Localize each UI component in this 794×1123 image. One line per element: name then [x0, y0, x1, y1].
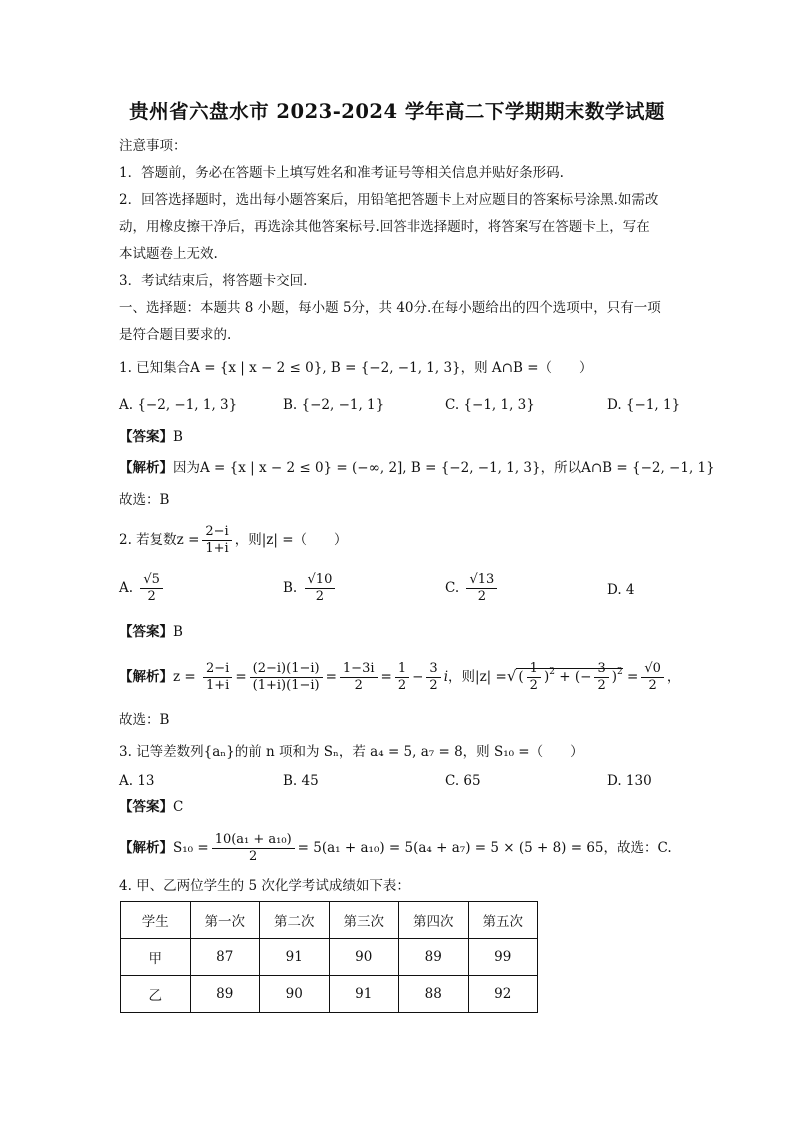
q2-analysis: 【解析】z = $\frac{2-i}{1+i}$ = $\frac{(2-i)(1-i)}{(1+i)(1-i)}$ = $\frac{1-3i}{2}$ = $\frac{1}{2}$ − $\frac{3}{2}$ i，则|z| =√ ( $\frac{1}{2}$ )$^2$ + (− $\frac{3}{2}$ )$^2$ = $\frac{√0}{2}$ ，: [119, 661, 681, 693]
q2-analysis-frac-5: [426, 661, 440, 694]
q1-analysis-result: A∩B = {−2, −1, 1}: [581, 460, 715, 476]
notice-item-3: 3．考试结束后，将答题卡交回.: [119, 273, 308, 289]
q2-analysis-frac-2-den: (1+i)(1−i): [252, 678, 320, 693]
q1-option-d: D. {−1, 1}: [607, 397, 681, 413]
q2-fraction-den: 1+i: [205, 541, 229, 556]
q2-analysis-result-num: √0: [641, 661, 664, 678]
q2-analysis-sq-2-num: 3: [594, 661, 608, 678]
section1-line-1: 一、选择题：本题共 8 小题，每小题 5分，共 40分.在每小题给出的四个选项中，只有一项: [119, 300, 661, 316]
q2-option-a: [119, 572, 166, 605]
table-cell: 89: [399, 939, 469, 976]
table-header-row: [121, 902, 538, 939]
table-header-cell: 第三次: [329, 902, 399, 939]
q1-analysis-mid: ，所以: [540, 460, 582, 476]
table-row: [121, 976, 538, 1013]
table-cell: 91: [260, 939, 330, 976]
q3-option-c: C. 65: [445, 773, 481, 789]
answer-label: 【答案】: [119, 799, 173, 815]
q1-answer-value: B: [173, 429, 183, 445]
q2-option-c-fraction: [466, 572, 497, 605]
q1-answer: [119, 427, 679, 447]
analysis-label: 【解析】: [119, 460, 173, 476]
q4-stem: 4. 甲、乙两位学生的 5 次化学考试成绩如下表：: [119, 878, 410, 894]
q3-analysis-fraction: [212, 832, 295, 865]
q2-analysis-frac-4-den: 2: [397, 678, 407, 693]
q2-z-eq: z =: [176, 532, 200, 548]
notice-item-1: 1．答题前，务必在答题卡上填写姓名和准考证号等相关信息并贴好条形码.: [119, 165, 564, 181]
table-cell: 甲: [121, 939, 191, 976]
q3-analysis-rest: = 5(a₁ + a₁₀) = 5(a₄ + a₇) = 5 × (5 + 8) = 65，故选：C.: [297, 840, 672, 856]
table-cell: 92: [468, 976, 538, 1013]
analysis-label: 【解析】: [119, 840, 173, 856]
q2-analysis-result: [641, 661, 664, 694]
table-header-cell: 第五次: [468, 902, 538, 939]
q2-analysis-result-den: 2: [648, 678, 657, 693]
q2-analysis-z: z =: [173, 669, 196, 685]
q2-answer: [119, 622, 679, 642]
section1-line-2: 是符合题目要求的.: [119, 327, 232, 343]
q2-fraction-num: 2−i: [202, 524, 231, 541]
answer-label: 【答案】: [119, 429, 173, 445]
q2-option-b-num: √10: [305, 572, 336, 589]
page-title: 贵州省六盘水市 2023-2024 学年高二下学期期末数学试题: [129, 100, 665, 123]
q3-analysis: [119, 830, 679, 866]
q2-option-c-label: C.: [445, 580, 460, 596]
q3-option-a: A. 13: [119, 773, 155, 789]
table-header-cell: 学生: [121, 902, 191, 939]
q2-analysis-frac-3-num: 1−3i: [340, 661, 378, 678]
q1-stem-post: ，则 A∩B =（ ）: [460, 360, 593, 376]
q2-analysis-sqrt: ( $\frac{1}{2}$ )$^2$ + (− $\frac{3}{2}$ )$^2$: [518, 661, 623, 693]
q1-conclusion: 故选：B: [119, 492, 170, 508]
q3-option-b: B. 45: [283, 773, 319, 789]
table-cell: 90: [329, 939, 399, 976]
table-header-cell: 第二次: [260, 902, 330, 939]
q2-option-a-den: 2: [147, 589, 156, 604]
q2-analysis-modulus: ，则|z| =: [448, 669, 507, 685]
q3-analysis-s10: S₁₀ =: [173, 840, 209, 856]
q1-stem: [119, 358, 679, 378]
q2-analysis-frac-5-den: 2: [429, 678, 438, 693]
q2-analysis-frac-3: [340, 661, 378, 694]
table-cell: 乙: [121, 976, 191, 1013]
q1-option-a: A. {−2, −1, 1, 3}: [119, 397, 238, 413]
q3-analysis-fraction-num: 10(a₁ + a₁₀): [212, 832, 295, 849]
q1-analysis-pre: 因为: [173, 460, 200, 476]
q2-option-c-den: 2: [477, 589, 486, 604]
q1-analysis-math: A = {x | x − 2 ≤ 0} = (−∞, 2], B = {−2, −1, 1, 3}: [200, 460, 541, 476]
q2-option-c: [445, 572, 500, 605]
q2-option-c-num: √13: [466, 572, 497, 589]
q2-conclusion: 故选：B: [119, 712, 170, 728]
q2-option-b-label: B.: [283, 580, 298, 596]
q3-stem: 3. 记等差数列{aₙ}的前 n 项和为 Sₙ，若 a₄ = 5, a₇ = 8，则 S₁₀ =（ ）: [119, 744, 584, 760]
q2-option-a-fraction: [140, 572, 163, 605]
q3-analysis-fraction-den: 2: [249, 849, 258, 864]
q2-analysis-frac-2-num: (2−i)(1−i): [250, 661, 323, 678]
notice-item-2-line-1: 2．回答选择题时，选出每小题答案后，用铅笔把答题卡上对应题目的答案标号涂黑.如需改: [119, 192, 659, 208]
notice-item-2-line-2: 动，用橡皮擦干净后，再选涂其他答案标号.回答非选择题时，将答案写在答题卡上，写在: [119, 219, 650, 235]
scores-table: [120, 901, 538, 1013]
q1-option-b: B. {−2, −1, 1}: [283, 397, 385, 413]
notice-heading: 注意事项：: [119, 138, 187, 154]
q2-option-a-num: √5: [140, 572, 163, 589]
notice-item-2-line-3: 本试题卷上无效.: [119, 246, 218, 262]
q2-analysis-frac-3-den: 2: [354, 678, 363, 693]
q2-option-d: D. 4: [607, 582, 635, 598]
q2-analysis-frac-1-num: 2−i: [203, 661, 232, 678]
q2-analysis-frac-2: [250, 661, 323, 694]
q2-analysis-frac-1: [203, 661, 232, 694]
q2-analysis-frac-5-num: 3: [426, 661, 440, 678]
q2-option-a-label: A.: [119, 580, 134, 596]
q2-analysis-frac-4: [395, 661, 409, 694]
table-header-cell: 第四次: [399, 902, 469, 939]
q3-answer: [119, 797, 679, 817]
table-cell: 89: [190, 976, 260, 1013]
q1-option-c: C. {−1, 1, 3}: [445, 397, 535, 413]
analysis-label: 【解析】: [119, 669, 173, 685]
q2-analysis-sq-1-num: 1: [527, 661, 541, 678]
table-cell: 88: [399, 976, 469, 1013]
q2-analysis-sq-2-den: 2: [597, 678, 606, 693]
q1-analysis: [119, 458, 715, 478]
table-cell: 87: [190, 939, 260, 976]
q2-analysis-sq-2: [594, 661, 608, 694]
q2-analysis-sq-1-den: 2: [529, 678, 538, 693]
table-cell: 90: [260, 976, 330, 1013]
q3-answer-value: C: [173, 799, 184, 815]
table-cell: 91: [329, 976, 399, 1013]
answer-label: 【答案】: [119, 624, 173, 640]
q2-stem: [119, 524, 679, 557]
q2-analysis-frac-4-num: 1: [395, 661, 409, 678]
q2-option-b: [283, 572, 338, 605]
q2-stem-pre: 2. 若复数: [119, 532, 177, 548]
q2-analysis-sq-1: [527, 661, 541, 694]
q2-analysis-frac-1-den: 1+i: [206, 678, 230, 693]
table-row: [121, 939, 538, 976]
table-header-cell: 第一次: [190, 902, 260, 939]
q2-option-b-fraction: [305, 572, 336, 605]
q1-stem-pre: 1. 已知集合: [119, 360, 191, 376]
q1-set-definition: A = {x | x − 2 ≤ 0}, B = {−2, −1, 1, 3}: [190, 360, 461, 376]
q2-stem-post: ，则|z| =（ ）: [234, 532, 348, 548]
q2-fraction: [202, 524, 231, 557]
q2-answer-value: B: [173, 624, 183, 640]
q2-option-b-den: 2: [315, 589, 325, 604]
table-cell: 99: [468, 939, 538, 976]
q3-option-d: D. 130: [607, 773, 652, 789]
